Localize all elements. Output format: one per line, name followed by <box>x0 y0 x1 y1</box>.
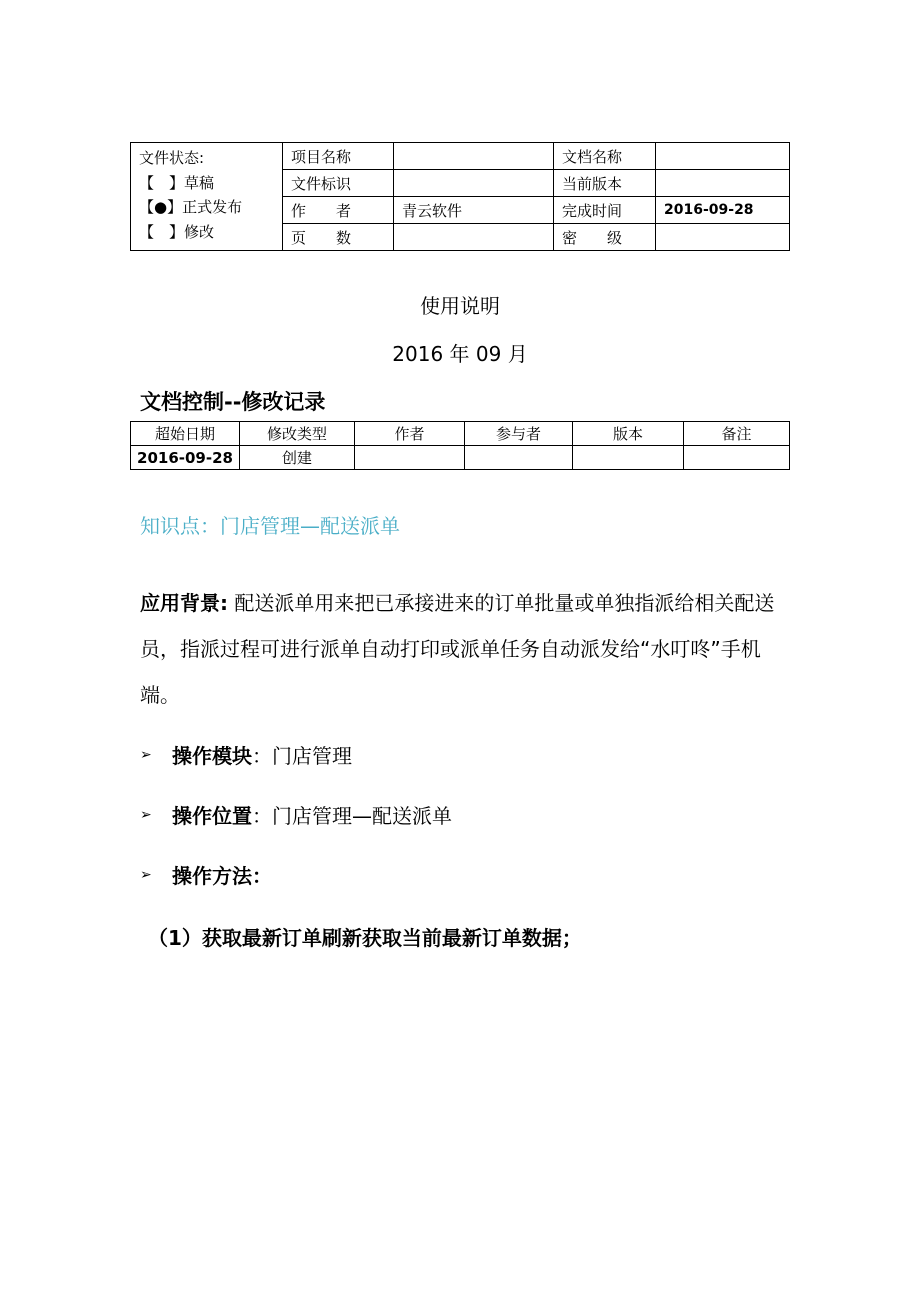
document-name-label: 文档名称 <box>554 143 656 170</box>
security-level-label: 密 级 <box>554 224 656 251</box>
step-one-text: （1）获取最新订单刷新获取当前最新订单数据； <box>148 926 582 950</box>
col-notes: 备注 <box>684 422 790 446</box>
status-option-modified: 【 】修改 <box>139 222 215 241</box>
row-author <box>355 446 465 470</box>
col-author: 作者 <box>355 422 465 446</box>
bullet-label: 操作方法： <box>172 864 272 888</box>
bullet-value: ：门店管理 <box>252 744 352 768</box>
list-item <box>140 740 352 769</box>
application-background <box>140 580 790 718</box>
page-count-label: 页 数 <box>283 224 394 251</box>
status-option-released: 【●】正式发布 <box>139 198 243 216</box>
document-title: 使用说明 <box>420 294 500 318</box>
background-text: 配送派单用来把已承接进来的订单批量或单独指派给相关配送员，指派过程可进行派单自动打印或派单任务自动派发给“水叮咚”手机端。 <box>140 591 775 707</box>
list-item <box>140 860 272 889</box>
bullet-value: ：门店管理—配送派单 <box>252 804 452 828</box>
row-start-date: 2016-09-28 <box>131 446 240 470</box>
background-label: 应用背景: <box>140 591 228 615</box>
row-version <box>573 446 684 470</box>
document-header-table <box>130 142 790 251</box>
project-name-label: 项目名称 <box>283 143 394 170</box>
completion-time-value: 2016-09-28 <box>656 197 790 224</box>
row-participants <box>465 446 573 470</box>
knowledge-point-heading: 知识点：门店管理—配送派单 <box>140 514 400 538</box>
current-version-value <box>656 170 790 197</box>
arrow-bullet-icon: ➢ <box>140 746 152 763</box>
file-status-cell <box>131 143 283 251</box>
current-version-label: 当前版本 <box>554 170 656 197</box>
file-id-value <box>394 170 554 197</box>
bullet-label: 操作模块 <box>172 744 252 768</box>
file-id-label: 文件标识 <box>283 170 394 197</box>
col-version: 版本 <box>573 422 684 446</box>
document-date: 2016 年 09 月 <box>392 342 528 366</box>
col-change-type: 修改类型 <box>240 422 355 446</box>
bullet-label: 操作位置 <box>172 804 252 828</box>
revision-heading: 文档控制--修改记录 <box>140 390 326 414</box>
status-option-draft: 【 】草稿 <box>139 173 215 192</box>
list-item <box>140 800 452 829</box>
arrow-bullet-icon: ➢ <box>140 806 152 823</box>
security-level-value <box>656 224 790 251</box>
revision-header-row <box>131 422 790 446</box>
page-count-value <box>394 224 554 251</box>
table-row <box>131 446 790 470</box>
revision-table <box>130 421 790 470</box>
row-notes <box>684 446 790 470</box>
project-name-value <box>394 143 554 170</box>
col-start-date: 超始日期 <box>131 422 240 446</box>
row-change-type: 创建 <box>240 446 355 470</box>
file-status-label: 文件状态: <box>139 149 205 167</box>
author-value: 青云软件 <box>394 197 554 224</box>
col-participants: 参与者 <box>465 422 573 446</box>
completion-time-label: 完成时间 <box>554 197 656 224</box>
arrow-bullet-icon: ➢ <box>140 866 152 883</box>
author-label: 作 者 <box>283 197 394 224</box>
document-name-value <box>656 143 790 170</box>
